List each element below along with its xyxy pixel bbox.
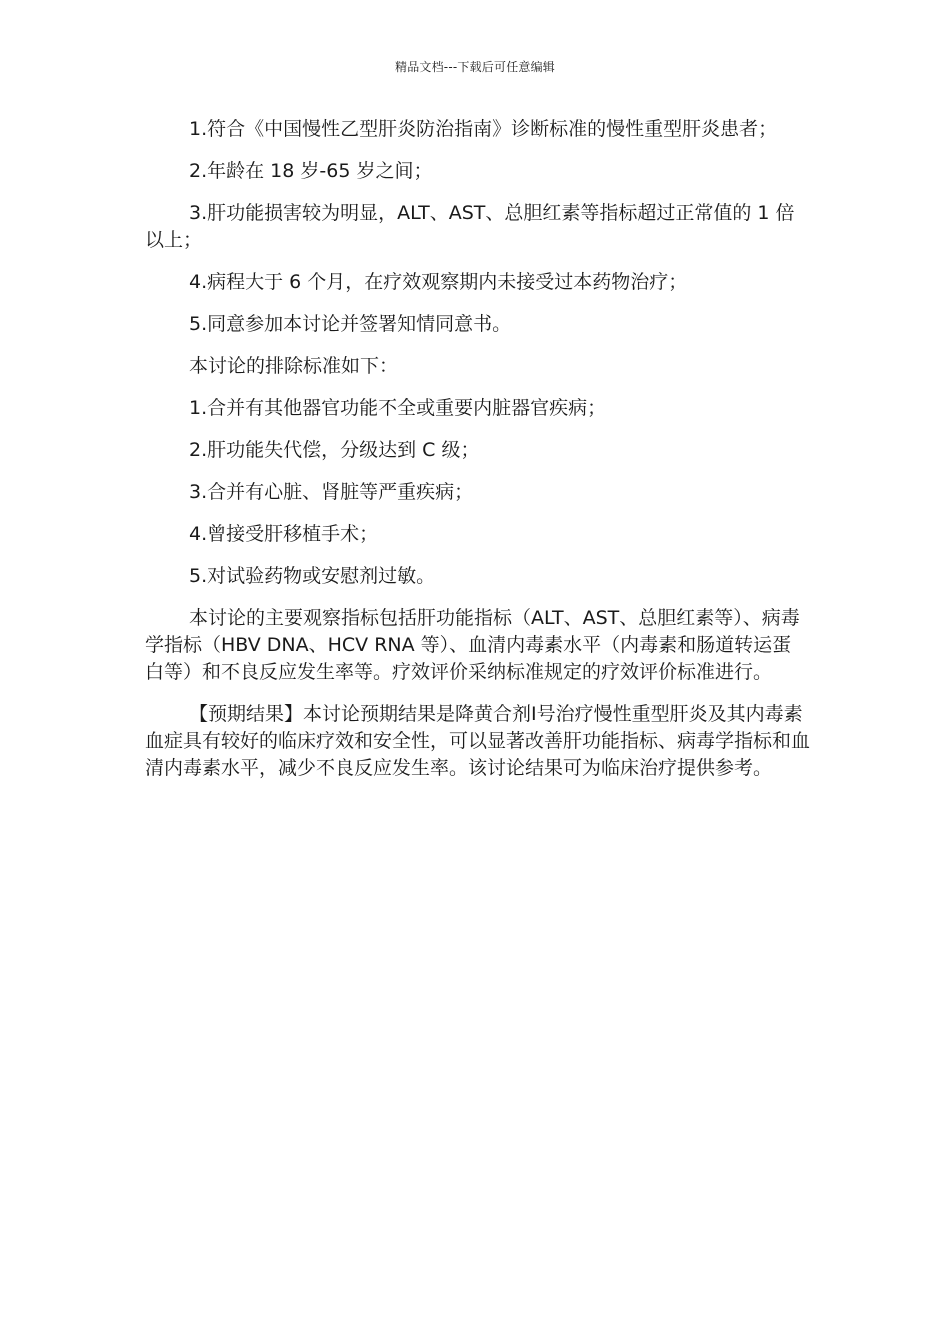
exclusion-criteria-heading: 本讨论的排除标准如下： [189, 355, 399, 377]
exclusion-criterion-3: 3.合并有心脏、肾脏等严重疾病； [189, 481, 474, 503]
observation-indicators-paragraph: 本讨论的主要观察指标包括肝功能指标（ALT、AST、总胆红素等）、病毒学指标（HBV DNA、HCV RNA 等）、血清内毒素水平（内毒素和肠道转运蛋白等）和不良反应发生率等。疗效评价采纳标准规定的疗效评价标准进行。 [145, 607, 800, 683]
exclusion-criterion-5: 5.对试验药物或安慰剂过敏。 [189, 565, 436, 587]
expected-results-paragraph: 【预期结果】本讨论预期结果是降黄合剂Ⅰ号治疗慢性重型肝炎及其内毒素血症具有较好的临床疗效和安全性，可以显著改善肝功能指标、病毒学指标和血清内毒素水平，减少不良反应发生率。该讨论结果可为临床治疗提供参考。 [145, 703, 811, 779]
inclusion-criterion-5: 5.同意参加本讨论并签署知情同意书。 [189, 313, 512, 335]
inclusion-criterion-2: 2.年龄在 18 岁-65 岁之间； [189, 160, 433, 182]
inclusion-criterion-1: 1.符合《中国慢性乙型肝炎防治指南》诊断标准的慢性重型肝炎患者； [189, 118, 778, 140]
exclusion-criterion-1: 1.合并有其他器官功能不全或重要内脏器官疾病； [189, 397, 607, 419]
exclusion-criterion-4: 4.曾接受肝移植手术； [189, 523, 379, 545]
inclusion-criterion-4: 4.病程大于 6 个月，在疗效观察期内未接受过本药物治疗； [189, 271, 688, 293]
page-header: 精品文档---下载后可任意编辑 [395, 60, 555, 74]
exclusion-criterion-2: 2.肝功能失代偿，分级达到 C 级； [189, 439, 480, 461]
inclusion-criterion-3: 3.肝功能损害较为明显，ALT、AST、总胆红素等指标超过正常值的 1 倍以上； [145, 202, 795, 251]
document-body [145, 116, 810, 797]
